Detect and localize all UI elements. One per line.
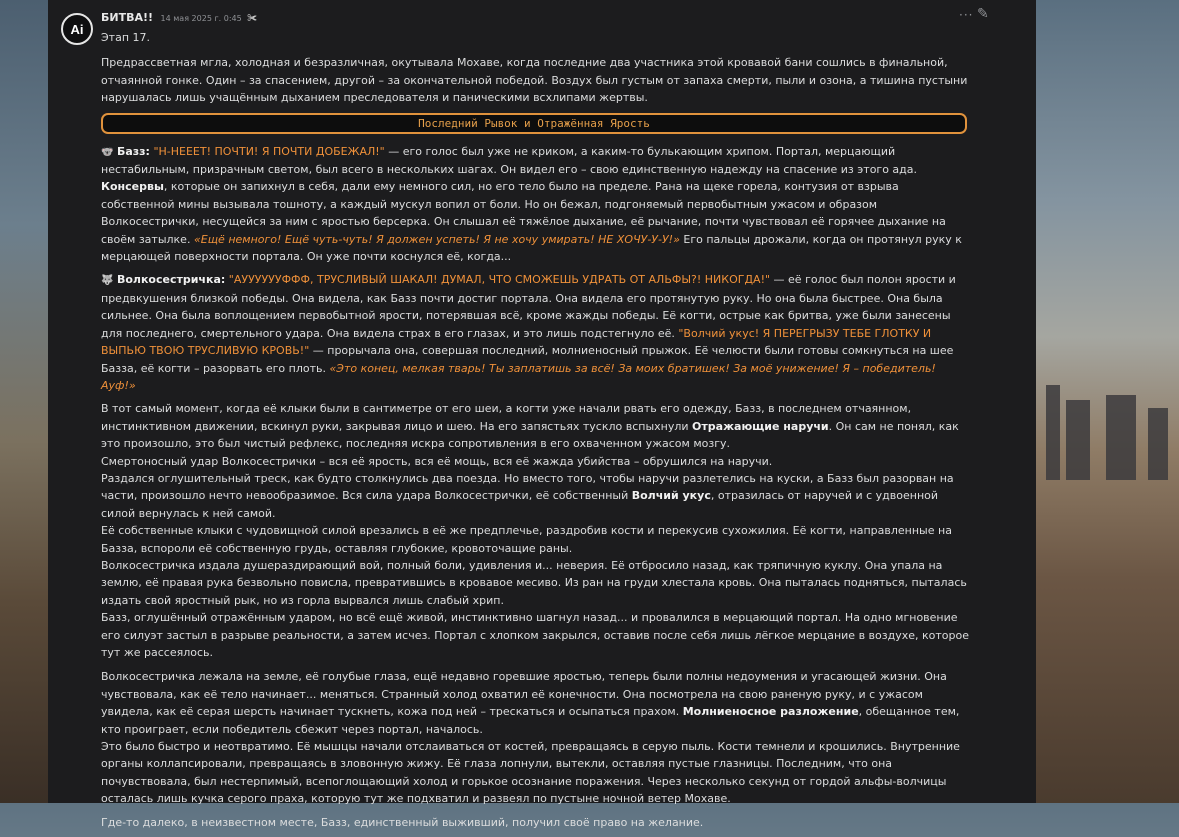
story-paragraph: Волкосестричка издала душераздирающий вой, полный боли, удивления и... неверия. Её отбросило назад, как тряпичную куклу. Она упала на землю, её правая рука безвольно повисла, превратившись в кровавое месиво. Из ран на груди хлестала кровь. Она пыталась подняться, пыталась издать свой яростный рык, но из горла вырвался лишь слабый хрип.	[101, 558, 967, 607]
bazz-thought: «Ещё немного! Ещё чуть-чуть! Я должен успеть! Я не хочу умирать! НЕ ХОЧУ-У-У!»	[193, 232, 680, 246]
story-paragraph: Это было быстро и неотвратимо. Её мышцы начали отслаиваться от костей, превращаясь в серую пыль. Кости темнели и крошились. Внутренние органы коллапсировали, превращаясь в зловонную жижу. Её глаза лопнули, вытекли, оставляя пустые глазницы. Последним, что она почувствовала, был нестерпимый, всепоглощающий холод и горькое осознание поражения. Через несколько секунд от гордой альфы-волчицы осталась лишь кучка серого праха, которую тут же подхватил и развеял по пустыне ночной ветер Мохаве.	[101, 740, 960, 806]
wolf-shout: "АУУУУУУФФФ, ТРУСЛИВЫЙ ШАКАЛ! ДУМАЛ, ЧТО СМОЖЕШЬ УДРАТЬ ОТ АЛЬФЫ?! НИКОГДА!"	[228, 273, 771, 287]
bazz-shout: "Н-НЕЕЕТ! ПОЧТИ! Я ПОЧТИ ДОБЕЖАЛ!"	[153, 144, 385, 158]
story-text: . Он сам не понял, как это произошло, это был чистый рефлекс, последняя искра сопротивления в его охваченном ужасом мозгу.	[101, 419, 959, 451]
bazz-name: Базз:	[116, 144, 150, 158]
scissors-icon: ✀	[247, 13, 258, 24]
edit-icon[interactable]: ✎	[977, 6, 989, 22]
author-name[interactable]: БИТВА!!	[101, 11, 154, 24]
background-right	[1036, 0, 1179, 803]
bazz-bold-item: Консервы	[101, 180, 164, 194]
wolf-text: — её голос был полон ярости и предвкушения близкой победы. Она видела, как Базз почти достиг портала. Она видела его протянутую руку. Но она была быстрее. Она была сильнее. Она была воплощением первобытной ярости, потерявшая всё, кроме жажды победы. Её когти, острые как бритва, уже были занесены для последнего, смертельного удара. Она видела страх в его глазах, и это лишь подстегнуло её.	[101, 273, 956, 340]
wolf-emoji-icon: 🐺	[101, 275, 114, 287]
stage-title: Этап 17.	[101, 31, 151, 44]
story-paragraph: Где-то далеко, в неизвестном месте, Базз, единственный выживший, получил своё право на желание.	[101, 815, 704, 829]
more-options-icon[interactable]: ···	[959, 8, 974, 22]
bazz-paragraph	[101, 143, 971, 266]
message-content	[101, 29, 971, 837]
story-text: Раздался оглушительный треск, как будто столкнулись два поезда. Но вместо того, чтобы наручи разлетелись на куски, а Базз был разорван на части, произошло нечто невообразимое. Вся сила удара Волкосестрички, её собственный	[101, 471, 954, 503]
intro-paragraph: Предрассветная мгла, холодная и безразличная, окутывала Мохаве, когда последние два участника этой кровавой бани сошлись в финальной, отчаянной гонке. Один – за спасением, другой – за окончательной победой. Воздух был густым от запаха смерти, пыли и озона, а тишина пустыни нарушалась лишь учащённым дыханием преследователя и паническими всхлипами жертвы.	[101, 56, 968, 105]
background-left	[0, 0, 48, 803]
message-timestamp: 14 мая 2025 г. 0:45	[160, 14, 242, 23]
story-text: Волкосестричка лежала на земле, её голубые глаза, ещё недавно горевшие яростью, теперь были полны недоумения и угасающей жизни. Она чувствовала, как её тело начинает... меняться. Странный холод охватил её конечности. Она посмотрела на свою раненую руку, и с ужасом увидела, как её серая шерсть начинает тускнеть, кожа под ней – трескаться и осыпаться прахом.	[101, 670, 947, 719]
bazz-text: , которые он запихнул в себя, дали ему немного сил, но его тело было на пределе. Рана на щеке горела, контузия от взрыва собственной мины вызывала тошноту, а каждый мускул вопил от боли. Но он бежал, подгоняемый первобытным ужасом и образом Волкосестрички, несущейся за ним с яростью берсерка. Он слышал её тяжёлое дыхание, её рычание, почти чувствовал её горячее дыхание на своём затылке.	[101, 180, 946, 246]
wolf-paragraph	[101, 271, 971, 394]
message-header	[101, 11, 257, 24]
message-panel	[48, 0, 1036, 829]
story-paragraph	[101, 470, 971, 522]
ruin-silhouette	[1046, 385, 1060, 480]
wolf-thought: «Это конец, мелкая тварь! Ты заплатишь за всё! За моих братишек! За моё унижение! Я – победитель! Ауф!»	[101, 361, 936, 392]
story-bold: Молниеносное разложение	[682, 705, 859, 719]
ruin-silhouette	[1148, 408, 1168, 480]
story-bold: Волчий укус	[631, 489, 711, 503]
avatar[interactable]: Ai	[61, 13, 93, 45]
story-paragraph: Базз, оглушённый отражённым ударом, но всё ещё живой, инстинктивно шагнул назад... и провалился в мерцающий портал. На одно мгновение его силуэт застыл в разрыве реальности, а затем исчез. Портал с хлопком закрылся, оставив после себя лишь лёгкое мерцание в воздухе, которое тут же рассеялось.	[101, 611, 969, 659]
bazz-text: — его голос был уже не криком, а каким-то булькающим хрипом. Портал, мерцающий нестабильным, призрачным светом, был всего в нескольких шагах. Он видел его – свою единственную надежду на спасение из этого ада.	[101, 144, 918, 177]
ruin-silhouette	[1066, 400, 1090, 480]
wolf-text: — прорычала она, совершая последний, молниеносный прыжок. Её челюсти были готовы сомкнуться на шее Базза, её когти – разорвать его плоть.	[101, 344, 954, 375]
chapter-banner: Последний Рывок и Отражённая Ярость	[101, 113, 967, 134]
story-text: , обещанное тем, кто проиграет, если победитель сбежит через портал, началось.	[101, 705, 960, 736]
story-paragraph	[101, 400, 971, 452]
story-paragraph	[101, 668, 971, 738]
wolf-name: Волкосестричка:	[116, 273, 226, 287]
story-paragraph: Смертоносный удар Волкосестрички – вся её ярость, вся её мощь, вся её жажда убийства – обрушился на наручи.	[101, 454, 773, 468]
story-text: , отразилась от наручей и с удвоенной силой вернулась к ней самой.	[101, 489, 939, 520]
story-text: В тот самый момент, когда её клыки были в сантиметре от его шеи, а когти уже начали рвать его одежду, Базз, в последнем отчаянном, инстинктивном движении, вскинул руки, закрывая лицо и шею. На его запястьях тускло вспыхнули	[101, 402, 912, 433]
story-bold: Отражающие наручи	[692, 419, 829, 433]
bazz-text: Его пальцы дрожали, когда он протянул руку к мерцающей поверхности портала. Он уже почти коснулся её, когда...	[101, 232, 962, 264]
wolf-shout-2: "Волчий укус! Я ПЕРЕГРЫЗУ ТЕБЕ ГЛОТКУ И ВЫПЬЮ ТВОЮ ТРУСЛИВУЮ КРОВЬ!"	[101, 326, 932, 358]
ruin-silhouette	[1106, 395, 1136, 480]
story-paragraph: Её собственные клыки с чудовищной силой врезались в её же предплечье, раздробив кости и перекусив сухожилия. Её когти, направленные на Базза, вспороли её собственную грудь, оставляя глубокие, кровоточащие раны.	[101, 524, 952, 555]
bazz-emoji-icon: 🐨	[101, 146, 114, 158]
